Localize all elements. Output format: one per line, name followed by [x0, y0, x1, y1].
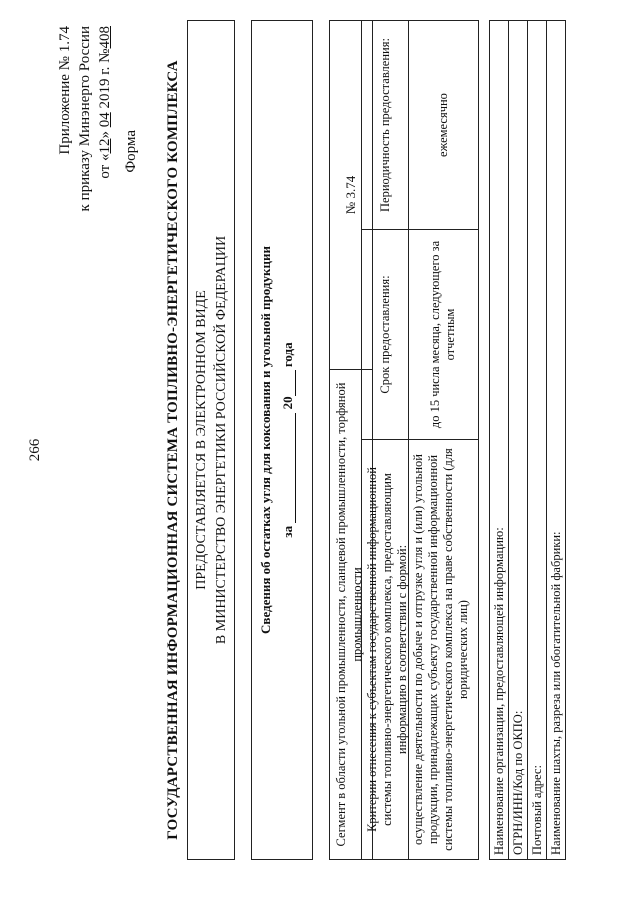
org-name-field: Наименование организации, предоставляющей информацию:	[490, 21, 509, 859]
table-header-row	[362, 21, 409, 859]
appendix-line-3	[95, 26, 115, 211]
period-blank-2	[281, 370, 296, 396]
period-year: 20	[280, 396, 295, 410]
org-mine-field: Наименование шахты, разреза или обогатительной фабрики:	[549, 531, 563, 855]
system-title: ГОСУДАРСТВЕННАЯ ИНФОРМАЦИОННАЯ СИСТЕМА ТОПЛИВНО-ЭНЕРГЕТИЧЕСКОГО КОМПЛЕКСА	[165, 60, 181, 840]
appendix-year-text: 2019 г. №	[97, 48, 113, 109]
segment-text: Сегмент в области угольной промышленности, сланцевой промышленности, торфяной промышленности	[330, 369, 372, 859]
criteria-table	[361, 20, 479, 860]
page-number: 266	[27, 438, 43, 462]
appendix-order-number: 408	[97, 26, 113, 49]
submission-line-1: ПРЕДОСТАВЛЯЕТСЯ В ЭЛЕКТРОННОМ ВИДЕ	[194, 290, 209, 590]
appendix-line-1: Приложение № 1.74	[57, 26, 73, 155]
submission-box	[187, 20, 235, 860]
period-suffix: года	[280, 342, 295, 368]
rotated-form-sheet	[15, 20, 625, 880]
header-periodicity: Периодичность предоставления:	[377, 38, 392, 212]
cell-deadline: до 15 числа месяца, следующего за отчетным	[408, 229, 478, 439]
period-blank-1	[281, 413, 296, 523]
submission-line-2: В МИНИСТЕРСТВО ЭНЕРГЕТИКИ РОССИЙСКОЙ ФЕДЕРАЦИИ	[214, 235, 229, 645]
report-title-box	[251, 20, 313, 860]
appendix-from-prefix: от «	[97, 153, 113, 179]
form-number: № 3.74	[343, 175, 358, 215]
table-row	[408, 21, 478, 859]
appendix-line-2: к приказу Минэнерго России	[77, 26, 93, 212]
appendix-mid: »	[97, 131, 113, 139]
appendix-month: 04	[97, 112, 113, 128]
report-title: Сведения об остатках угля для коксования и угольной продукции	[258, 246, 273, 634]
report-period	[280, 21, 296, 859]
org-ogrn-field: ОГРН/ИНН/Код по ОКПО:	[509, 21, 528, 859]
organization-fields	[489, 20, 566, 860]
header-deadline: Срок предоставления:	[362, 229, 408, 439]
cell-periodicity: ежемесячно	[435, 93, 450, 157]
org-address-field: Почтовый адрес:	[528, 21, 547, 859]
cell-criteria: осуществление деятельности по добыче и отгрузке угля и (или) угольной продукции, принадлежащих субъекту государственной информационной системы топливно-энергетического комплекса на праве собственности (для юридических лиц)	[408, 439, 478, 859]
period-prefix: за	[280, 525, 295, 538]
appendix-day: 12	[97, 138, 113, 154]
header-criteria: Критерии отнесения к субъектам государственной информационной системы топливно-энергетического комплекса, предоставляющим информацию в соответствии с формой:	[362, 439, 408, 859]
form-label: Форма	[123, 130, 139, 173]
appendix-reference	[55, 26, 115, 211]
